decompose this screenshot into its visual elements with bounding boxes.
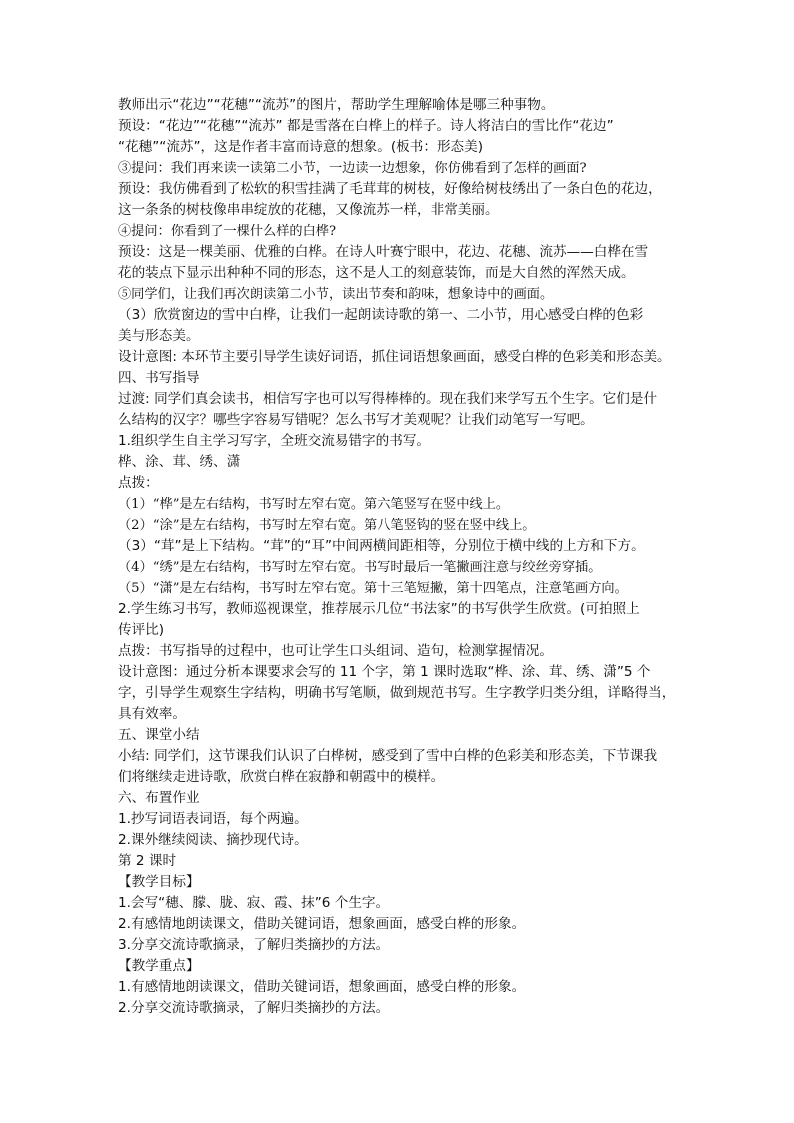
stroke-tip-line: （1）“桦”是左右结构，书写时左窄右宽。第六笔竖写在竖中线上。 xyxy=(118,497,510,512)
paragraph-line: 小结: 同学们，这节课我们认识了白桦树，感受到了雪中白桦的色彩美和形态美，下节课我 xyxy=(118,748,658,764)
section-heading: 四、书写指导 xyxy=(118,370,200,386)
objective-item: 1.会写“穗、朦、胧、寂、霞、抹”6 个生字。 xyxy=(118,895,390,911)
section-heading: 六、布置作业 xyxy=(118,790,200,806)
stroke-tip-line: （5）“潇”是左右结构，书写时左窄右宽。第十三笔短撇，第十四笔点，注意笔画方向。 xyxy=(118,581,628,596)
paragraph-line: 预设：我仿佛看到了松软的积雪挂满了毛茸茸的树枝，好像给树枝绣出了一条白色的花边， xyxy=(118,181,662,197)
paragraph-line: 这一条条的树枝像串串绽放的花穗，又像流苏一样，非常美丽。 xyxy=(118,202,499,218)
paragraph-line: ⑤同学们，让我们再次朗读第二小节，读出节奏和韵味，想象诗中的画面。 xyxy=(118,287,554,302)
paragraph-line: 预设：“花边”“花穗”“流苏” 都是雪落在白桦上的样子。诗人将洁白的雪比作“花边” xyxy=(118,118,614,134)
document-body xyxy=(118,95,690,1019)
paragraph-line: 传评比) xyxy=(118,622,165,638)
paragraph-line: （3）欣赏窗边的雪中白桦，让我们一起朗读诗歌的第一、二小节，用心感受白桦的色彩 xyxy=(118,307,644,323)
character-list: 桦、涂、茸、绣、潇 xyxy=(118,454,241,470)
paragraph-line: 1.组织学生自主学习写字，全班交流易错字的书写。 xyxy=(118,433,431,449)
paragraph-line: ④提问：你看到了一棵什么样的白桦? xyxy=(118,224,337,239)
paragraph-line: 们将继续走进诗歌，欣赏白桦在寂静和朝霞中的模样。 xyxy=(118,769,445,785)
paragraph-line: 花的装点下显示出种种不同的形态，这不是人工的刻意装饰，而是大自然的浑然天成。 xyxy=(118,265,635,281)
key-point-item: 2.分享交流诗歌摘录，了解归类摘抄的方法。 xyxy=(118,1000,390,1016)
design-intent-line: 设计意图：通过分析本课要求会写的 11 个字，第 1 课时选取“桦、涂、茸、绣、潇”5 个 xyxy=(118,664,651,680)
paragraph-line: 过渡: 同学们真会读书，相信写字也可以写得棒棒的。现在我们来学写五个生字。它们是什 xyxy=(118,391,658,407)
subsection-heading: 【教学重点】 xyxy=(118,958,200,974)
paragraph-line: 具有效率。 xyxy=(118,706,186,722)
section-heading: 五、课堂小结 xyxy=(118,727,200,743)
design-intent-line: 设计意图: 本环节主要引导学生读好词语，抓住词语想象画面，感受白桦的色彩美和形态美。 xyxy=(118,349,671,365)
stroke-tip-line: （2）“涂”是左右结构，书写时左窄右宽。第八笔竖钩的竖在竖中线上。 xyxy=(118,518,536,533)
subsection-heading: 【教学目标】 xyxy=(118,874,200,890)
paragraph-line: 美与形态美。 xyxy=(118,328,200,344)
paragraph-line: 点拨： xyxy=(118,475,159,491)
paragraph-line: 预设：这是一棵美丽、优雅的白桦。在诗人叶赛宁眼中，花边、花穗、流苏——白桦在雪 xyxy=(118,244,649,260)
stroke-tip-line: （4）“绣”是左右结构，书写时左窄右宽。书写时最后一笔撇画注意与绞丝旁穿插。 xyxy=(118,560,602,575)
paragraph-line: 2.学生练习书写，教师巡视课堂，推荐展示几位“书法家”的书写供学生欣赏。(可拍照上 xyxy=(118,601,640,617)
objective-item: 2.有感情地朗读课文，借助关键词语，想象画面，感受白桦的形象。 xyxy=(118,916,526,932)
homework-item: 2.课外继续阅读、摘抄现代诗。 xyxy=(118,832,308,848)
paragraph-line: ③提问：我们再来读一读第二小节，一边读一边想象，你仿佛看到了怎样的画面? xyxy=(118,161,587,176)
paragraph-line: 点拨：书写指导的过程中，也可让学生口头组词、造句，检测掌握情况。 xyxy=(118,643,553,659)
stroke-tip-line: （3）“茸”是上下结构。“茸”的“耳”中间两横间距相等，分别位于横中线的上方和下方。 xyxy=(118,538,645,554)
lesson-heading: 第 2 课时 xyxy=(118,853,177,869)
key-point-item: 1.有感情地朗读课文，借助关键词语，想象画面，感受白桦的形象。 xyxy=(118,979,526,995)
paragraph-line: 教师出示“花边”“花穗”“流苏”的图片，帮助学生理解喻体是哪三种事物。 xyxy=(118,97,555,113)
paragraph-line: “花穗”“流苏”，这是作者丰富而诗意的想象。(板书：形态美) xyxy=(118,139,484,155)
paragraph-line: 么结构的汉字？哪些字容易写错呢？怎么书写才美观呢？让我们动笔写一写吧。 xyxy=(118,412,594,428)
homework-item: 1.抄写词语表词语，每个两遍。 xyxy=(118,811,308,827)
objective-item: 3.分享交流诗歌摘录，了解归类摘抄的方法。 xyxy=(118,937,390,953)
paragraph-line: 字，引导学生观察生字结构，明确书写笔顺，做到规范书写。生字教学归类分组，详略得当， xyxy=(118,685,676,701)
